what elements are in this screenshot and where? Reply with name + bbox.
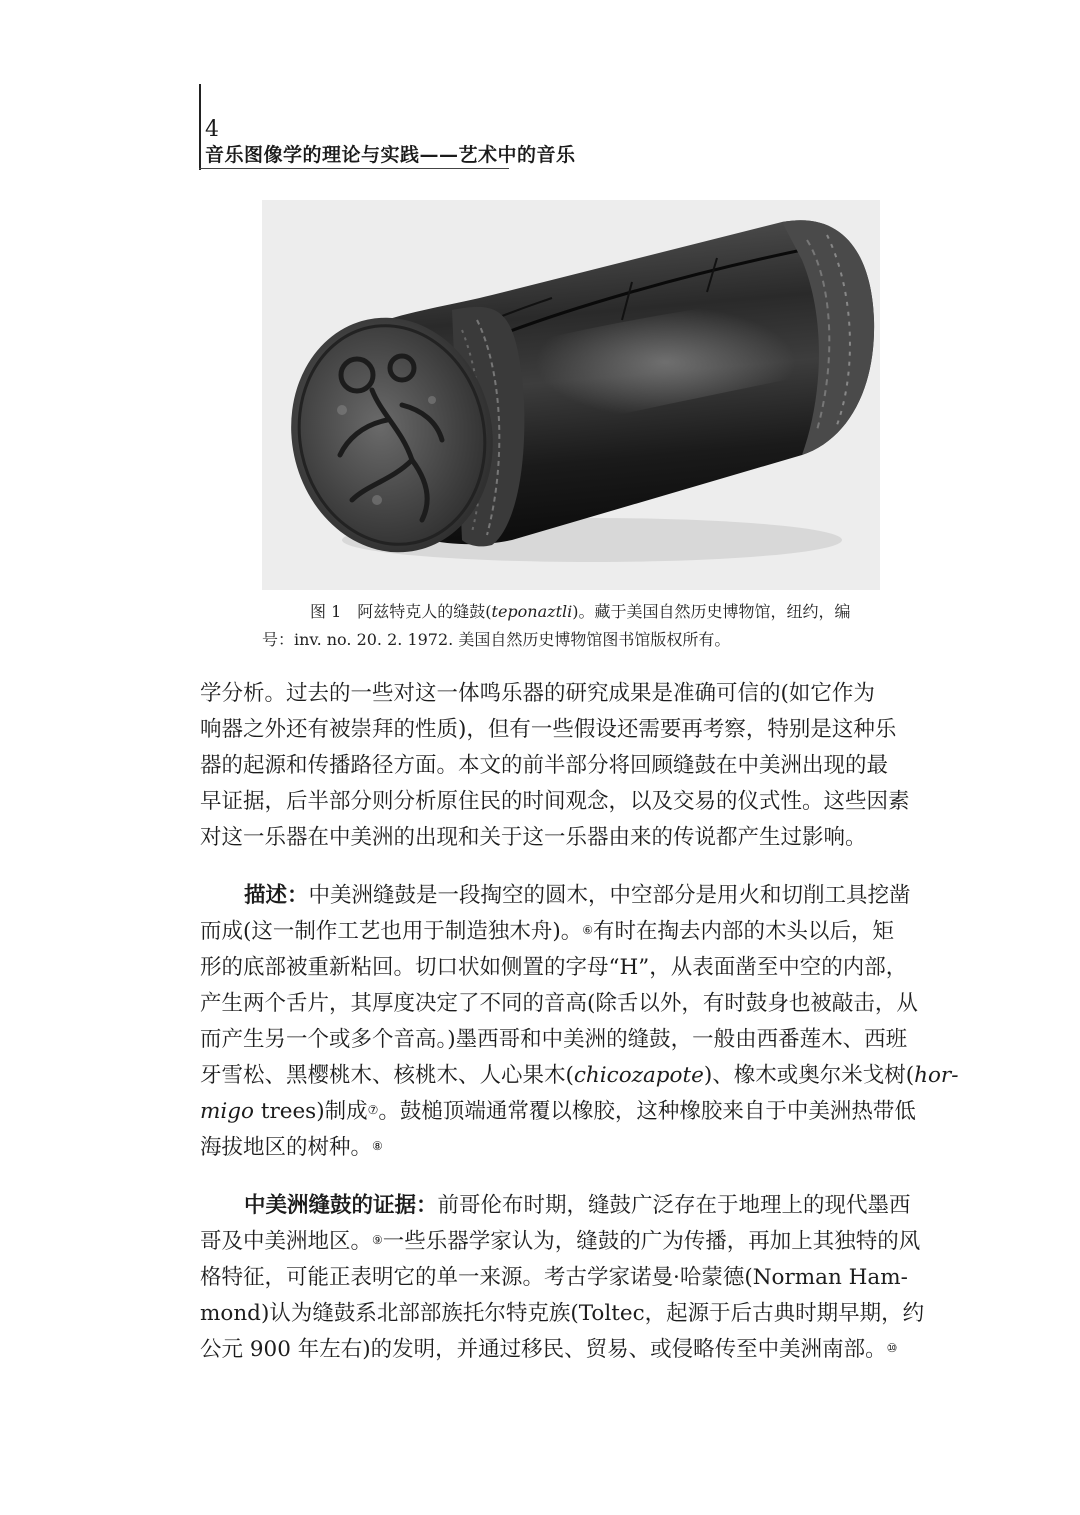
text-line: 而产生另一个或多个音高。)墨西哥和中美洲的缝鼓，一般由西番莲木、西班 [200, 1027, 908, 1052]
footnote-ref-6: ⑥ [582, 923, 594, 937]
text-span: )、橡木或奥尔米戈树( [703, 1063, 915, 1088]
caption-line-1 [262, 598, 882, 626]
text-span: trees)制成 [253, 1099, 368, 1124]
footnote-ref-8: ⑧ [372, 1139, 383, 1153]
text-line [200, 1188, 942, 1224]
text-line: 对这一乐器在中美洲的出现和关于这一乐器由来的传说都产生过影响。 [200, 825, 867, 850]
text-span: 。鼓槌顶端通常覆以橡胶，这种橡胶来自于中美洲热带低 [378, 1099, 916, 1124]
italic-term: migo [200, 1099, 254, 1124]
text-line [200, 1224, 942, 1260]
section-lead-description: 描述： [244, 883, 309, 908]
text-span: 哥及中美洲地区。 [200, 1229, 373, 1254]
figure-teponaztli-photo [262, 200, 880, 590]
italic-term: hor- [914, 1063, 959, 1088]
paragraph-evidence [200, 1188, 942, 1368]
text-line: mond)认为缝鼓系北部部族托尔特克族(Toltec，起源于后古典时期早期，约 [200, 1301, 925, 1326]
figure-caption [262, 598, 882, 654]
text-line [200, 1094, 942, 1130]
section-lead-evidence: 中美洲缝鼓的证据： [244, 1193, 438, 1218]
text-line: 学分析。过去的一些对这一体鸣乐器的研究成果是准确可信的(如它作为 [200, 681, 875, 706]
text-line: 格特征，可能正表明它的单一来源。考古学家诺曼·哈蒙德(Norman Ham- [200, 1265, 908, 1290]
caption-suffix: )。藏于美国自然历史博物馆，纽约，编 [572, 602, 851, 621]
text-span: 有时在掏去内部的木头以后，矩 [593, 919, 895, 944]
text-line: 响器之外还有被崇拜的性质)，但有一些假设还需要再考察，特别是这种乐 [200, 717, 897, 742]
paragraph-description [200, 878, 959, 1166]
header-underline [199, 168, 509, 169]
header-vertical-rule [199, 84, 201, 170]
paragraph-intro [200, 676, 942, 856]
text-line [200, 1130, 942, 1166]
text-line [200, 1332, 942, 1368]
footnote-ref-7: ⑦ [367, 1103, 379, 1117]
text-line: 器的起源和传播路径方面。本文的前半部分将回顾缝鼓在中美洲出现的最 [200, 753, 889, 778]
text-span: 中美洲缝鼓是一段掏空的圆木，中空部分是用火和切削工具挖凿 [308, 883, 911, 908]
text-span: 而成(这一制作工艺也用于制造独木舟)。 [200, 919, 583, 944]
running-title: 音乐图像学的理论与实践——艺术中的音乐 [205, 144, 576, 166]
text-line: 形的底部被重新粘回。切口状如侧置的字母“H”，从表面凿至中空的内部， [200, 955, 908, 980]
text-span: 一些乐器学家认为，缝鼓的广为传播，再加上其独特的风 [382, 1229, 921, 1254]
slit-drum-illustration [262, 200, 880, 590]
footnote-ref-9: ⑨ [372, 1233, 383, 1247]
text-line: 早证据，后半部分则分析原住民的时间观念，以及交易的仪式性。这些因素 [200, 789, 910, 814]
caption-term: teponaztli [491, 602, 573, 621]
caption-prefix: 图 1 阿兹特克人的缝鼓( [310, 602, 492, 621]
italic-term: chicozapote [573, 1063, 704, 1088]
text-span: 前哥伦布时期，缝鼓广泛存在于地理上的现代墨西 [437, 1193, 911, 1218]
page-number: 4 [205, 117, 219, 142]
text-line [200, 878, 942, 914]
text-line [200, 1058, 959, 1094]
caption-line-2: 号：inv. no. 20. 2. 1972. 美国自然历史博物馆图书馆版权所有。 [262, 630, 731, 649]
text-span: 海拔地区的树种。 [200, 1135, 373, 1160]
text-line: 产生两个舌片，其厚度决定了不同的音高(除舌以外，有时鼓身也被敲击，从 [200, 991, 918, 1016]
text-line [200, 914, 942, 950]
footnote-ref-10: ⑩ [886, 1341, 898, 1355]
text-span: 牙雪松、黑樱桃木、核桃木、人心果木( [200, 1063, 574, 1088]
text-span: 公元 900 年左右)的发明，并通过移民、贸易、或侵略传至中美洲南部。 [200, 1337, 887, 1362]
